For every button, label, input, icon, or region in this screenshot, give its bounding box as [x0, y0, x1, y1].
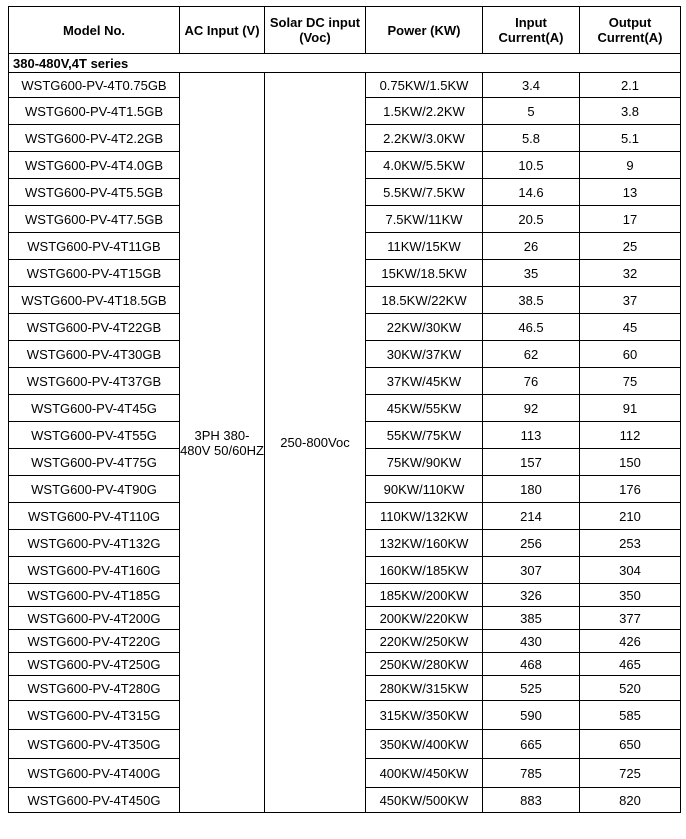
cell-output-current: 377	[580, 607, 681, 630]
cell-power: 55KW/75KW	[366, 422, 483, 449]
cell-input-current: 113	[483, 422, 580, 449]
cell-output-current: 112	[580, 422, 681, 449]
cell-output-current: 60	[580, 341, 681, 368]
cell-output-current: 25	[580, 233, 681, 260]
cell-model: WSTG600-PV-4T5.5GB	[9, 179, 180, 206]
cell-output-current: 150	[580, 449, 681, 476]
cell-solar-dc: 250-800Voc	[265, 73, 366, 813]
cell-power: 315KW/350KW	[366, 701, 483, 730]
cell-output-current: 45	[580, 314, 681, 341]
cell-input-current: 665	[483, 730, 580, 759]
cell-model: WSTG600-PV-4T37GB	[9, 368, 180, 395]
cell-model: WSTG600-PV-4T22GB	[9, 314, 180, 341]
cell-model: WSTG600-PV-4T2.2GB	[9, 125, 180, 152]
cell-input-current: 785	[483, 759, 580, 788]
header-row	[9, 7, 681, 54]
cell-output-current: 426	[580, 630, 681, 653]
cell-output-current: 820	[580, 788, 681, 813]
cell-output-current: 725	[580, 759, 681, 788]
table-body	[9, 54, 681, 813]
cell-power: 250KW/280KW	[366, 653, 483, 676]
cell-input-current: 38.5	[483, 287, 580, 314]
cell-model: WSTG600-PV-4T4.0GB	[9, 152, 180, 179]
cell-power: 400KW/450KW	[366, 759, 483, 788]
cell-power: 5.5KW/7.5KW	[366, 179, 483, 206]
cell-model: WSTG600-PV-4T250G	[9, 653, 180, 676]
cell-model: WSTG600-PV-4T15GB	[9, 260, 180, 287]
cell-input-current: 590	[483, 701, 580, 730]
cell-model: WSTG600-PV-4T450G	[9, 788, 180, 813]
cell-model: WSTG600-PV-4T350G	[9, 730, 180, 759]
cell-model: WSTG600-PV-4T45G	[9, 395, 180, 422]
cell-input-current: 5.8	[483, 125, 580, 152]
cell-input-current: 180	[483, 476, 580, 503]
cell-output-current: 17	[580, 206, 681, 233]
cell-output-current: 176	[580, 476, 681, 503]
cell-output-current: 2.1	[580, 73, 681, 98]
cell-power: 45KW/55KW	[366, 395, 483, 422]
cell-model: WSTG600-PV-4T185G	[9, 584, 180, 607]
series-label: 380-480V,4T series	[9, 54, 681, 73]
cell-power: 4.0KW/5.5KW	[366, 152, 483, 179]
cell-model: WSTG600-PV-4T30GB	[9, 341, 180, 368]
cell-output-current: 75	[580, 368, 681, 395]
cell-input-current: 307	[483, 557, 580, 584]
spec-table	[8, 6, 681, 813]
cell-input-current: 525	[483, 676, 580, 701]
header-model: Model No.	[9, 7, 180, 54]
cell-output-current: 3.8	[580, 98, 681, 125]
header-output-current: Output Current(A)	[580, 7, 681, 54]
cell-output-current: 465	[580, 653, 681, 676]
header-ac-input: AC Input (V)	[180, 7, 265, 54]
cell-input-current: 10.5	[483, 152, 580, 179]
header-solar-dc: Solar DC input (Voc)	[265, 7, 366, 54]
cell-output-current: 5.1	[580, 125, 681, 152]
cell-input-current: 26	[483, 233, 580, 260]
cell-input-current: 157	[483, 449, 580, 476]
cell-output-current: 350	[580, 584, 681, 607]
cell-power: 90KW/110KW	[366, 476, 483, 503]
cell-input-current: 883	[483, 788, 580, 813]
cell-input-current: 14.6	[483, 179, 580, 206]
cell-input-current: 3.4	[483, 73, 580, 98]
cell-power: 110KW/132KW	[366, 503, 483, 530]
cell-power: 132KW/160KW	[366, 530, 483, 557]
table-row	[9, 73, 681, 98]
cell-model: WSTG600-PV-4T0.75GB	[9, 73, 180, 98]
cell-input-current: 20.5	[483, 206, 580, 233]
cell-output-current: 91	[580, 395, 681, 422]
cell-power: 30KW/37KW	[366, 341, 483, 368]
cell-power: 220KW/250KW	[366, 630, 483, 653]
cell-model: WSTG600-PV-4T200G	[9, 607, 180, 630]
cell-power: 11KW/15KW	[366, 233, 483, 260]
cell-model: WSTG600-PV-4T55G	[9, 422, 180, 449]
cell-power: 22KW/30KW	[366, 314, 483, 341]
cell-input-current: 46.5	[483, 314, 580, 341]
header-power: Power (KW)	[366, 7, 483, 54]
cell-model: WSTG600-PV-4T400G	[9, 759, 180, 788]
cell-model: WSTG600-PV-4T132G	[9, 530, 180, 557]
cell-power: 75KW/90KW	[366, 449, 483, 476]
cell-model: WSTG600-PV-4T90G	[9, 476, 180, 503]
cell-model: WSTG600-PV-4T7.5GB	[9, 206, 180, 233]
cell-power: 7.5KW/11KW	[366, 206, 483, 233]
cell-power: 2.2KW/3.0KW	[366, 125, 483, 152]
cell-model: WSTG600-PV-4T75G	[9, 449, 180, 476]
cell-output-current: 253	[580, 530, 681, 557]
cell-model: WSTG600-PV-4T110G	[9, 503, 180, 530]
cell-input-current: 214	[483, 503, 580, 530]
cell-model: WSTG600-PV-4T11GB	[9, 233, 180, 260]
cell-power: 185KW/200KW	[366, 584, 483, 607]
cell-output-current: 650	[580, 730, 681, 759]
cell-model: WSTG600-PV-4T315G	[9, 701, 180, 730]
cell-input-current: 468	[483, 653, 580, 676]
cell-output-current: 13	[580, 179, 681, 206]
cell-input-current: 256	[483, 530, 580, 557]
cell-power: 0.75KW/1.5KW	[366, 73, 483, 98]
cell-model: WSTG600-PV-4T220G	[9, 630, 180, 653]
cell-output-current: 210	[580, 503, 681, 530]
cell-input-current: 62	[483, 341, 580, 368]
cell-output-current: 37	[580, 287, 681, 314]
cell-output-current: 585	[580, 701, 681, 730]
cell-power: 37KW/45KW	[366, 368, 483, 395]
cell-power: 15KW/18.5KW	[366, 260, 483, 287]
cell-power: 450KW/500KW	[366, 788, 483, 813]
cell-power: 160KW/185KW	[366, 557, 483, 584]
cell-ac-input: 3PH 380-480V 50/60HZ	[180, 73, 265, 813]
cell-model: WSTG600-PV-4T1.5GB	[9, 98, 180, 125]
cell-power: 18.5KW/22KW	[366, 287, 483, 314]
cell-input-current: 326	[483, 584, 580, 607]
cell-power: 1.5KW/2.2KW	[366, 98, 483, 125]
header-input-current: Input Current(A)	[483, 7, 580, 54]
cell-power: 280KW/315KW	[366, 676, 483, 701]
cell-power: 200KW/220KW	[366, 607, 483, 630]
cell-input-current: 76	[483, 368, 580, 395]
cell-model: WSTG600-PV-4T280G	[9, 676, 180, 701]
cell-model: WSTG600-PV-4T160G	[9, 557, 180, 584]
cell-output-current: 304	[580, 557, 681, 584]
cell-output-current: 520	[580, 676, 681, 701]
cell-input-current: 385	[483, 607, 580, 630]
cell-output-current: 9	[580, 152, 681, 179]
cell-model: WSTG600-PV-4T18.5GB	[9, 287, 180, 314]
cell-input-current: 92	[483, 395, 580, 422]
series-row	[9, 54, 681, 73]
cell-input-current: 430	[483, 630, 580, 653]
cell-power: 350KW/400KW	[366, 730, 483, 759]
cell-input-current: 35	[483, 260, 580, 287]
cell-input-current: 5	[483, 98, 580, 125]
cell-output-current: 32	[580, 260, 681, 287]
